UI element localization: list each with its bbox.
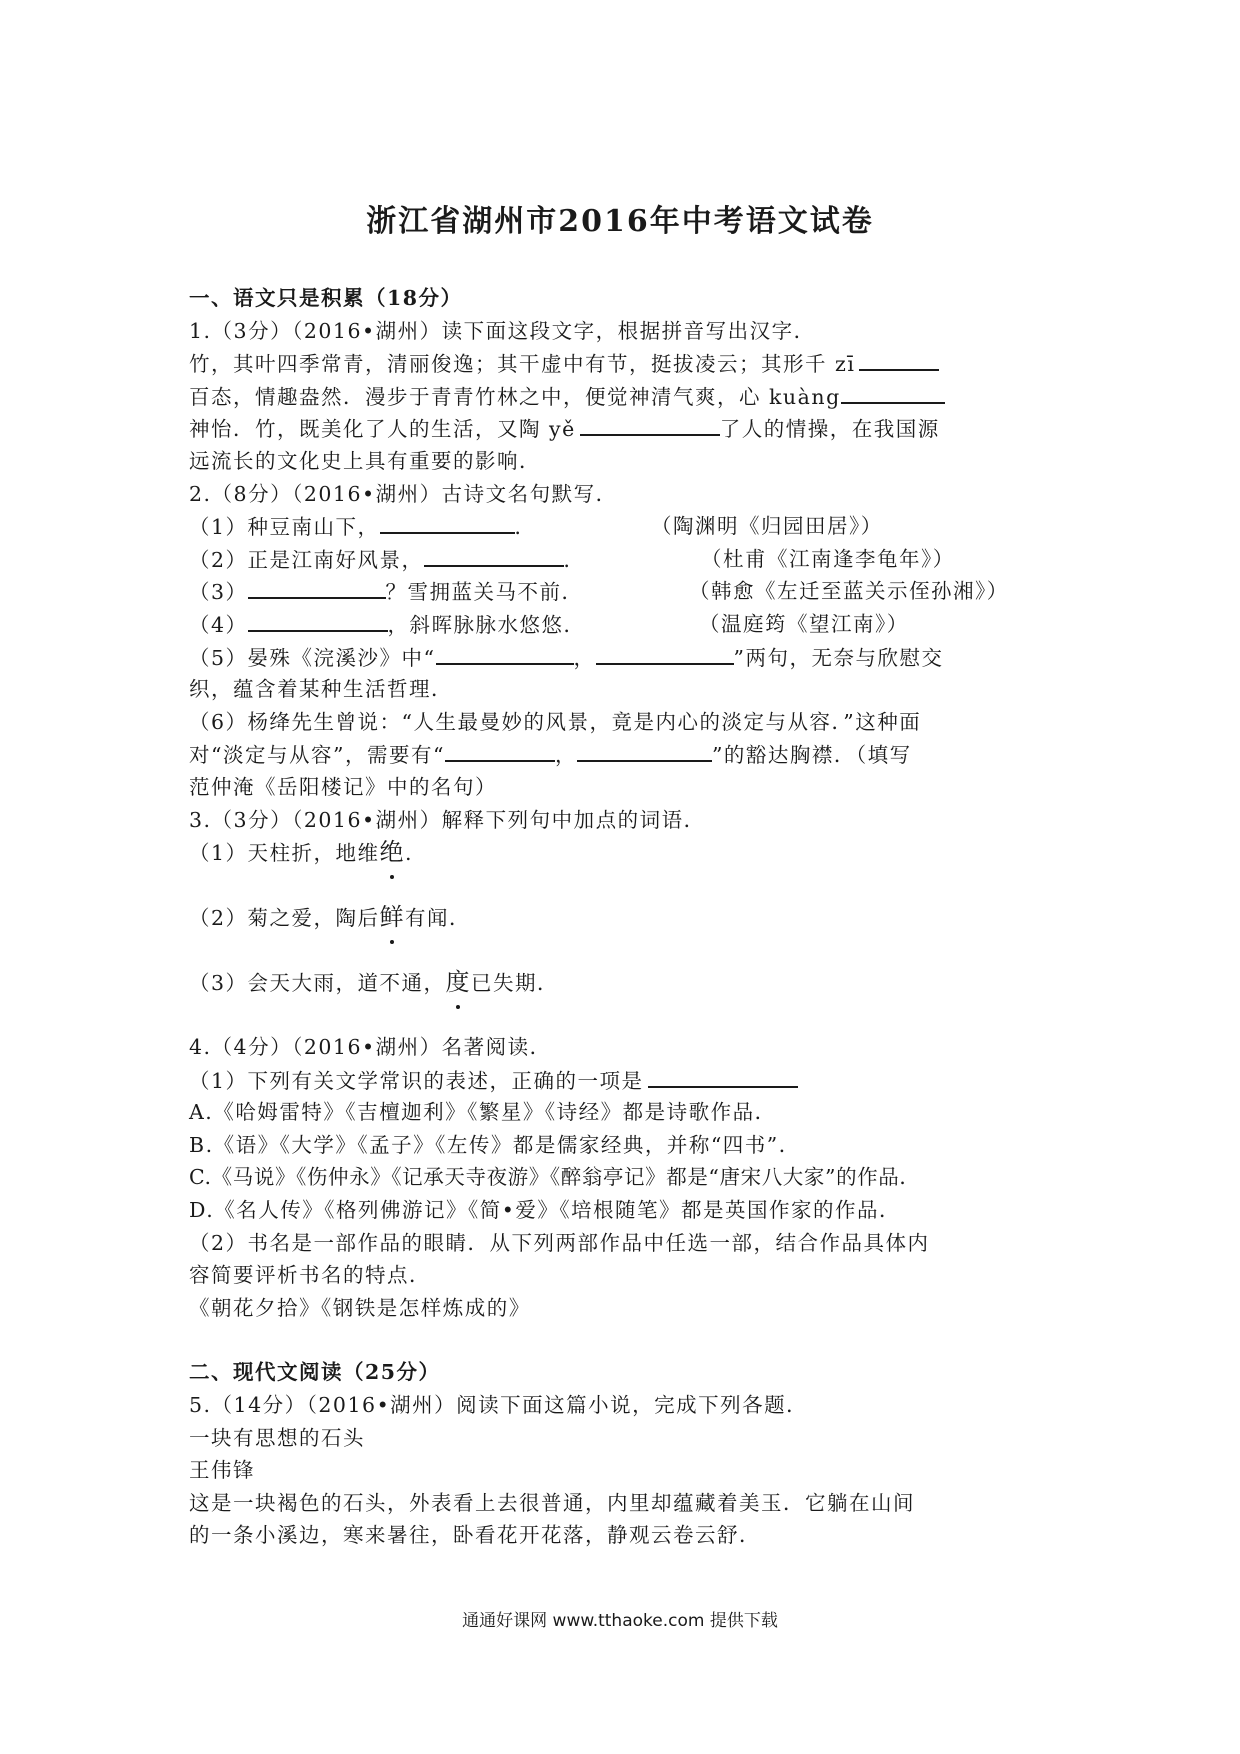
q2-item-6-note: 范仲淹《岳阳楼记》中的名句） (189, 774, 497, 799)
q2-blank-5b[interactable] (596, 641, 734, 665)
q4-sub-1-text: （1）下列有关文学常识的表述，正确的一项是 (189, 1068, 644, 1093)
q2-item-1-text: （1）种豆南山下， (189, 515, 380, 540)
q2-item-6-text: 对“淡定与从容”，需要有“ (189, 743, 445, 768)
story-author: 王伟锋 (189, 1458, 255, 1483)
q3-item-3-text: （3）会天大雨，道不通， (189, 971, 446, 996)
q4-option-d: D.《名人传》《格列佛游记》《简•爱》《培根随笔》都是英国作家的作品． (189, 1198, 902, 1223)
q1-line-2 (189, 380, 1059, 413)
q3-item-1-end: . (405, 841, 414, 866)
q2-item-5-text: （5）晏殊《浣溪沙》中“ (189, 645, 436, 670)
q4-option-b: B.《语》《大学》《孟子》《左传》都是儒家经典，并称“四书”． (189, 1132, 801, 1157)
exam-content (189, 282, 1059, 1552)
q4-blank-1[interactable] (648, 1064, 798, 1088)
q2-item-1-end: ． (514, 515, 537, 540)
q2-item-2-text: （2）正是江南好风景， (189, 547, 424, 572)
q1-text-1: 竹，其叶四季常青，清丽俊逸；其干虚中有节，挺拔凌云；其形千 zī (189, 352, 856, 377)
q2-item-5-comma: ， (573, 645, 596, 670)
q1-blank-3[interactable] (580, 412, 720, 436)
q1-blank-1[interactable] (859, 347, 939, 371)
story-title: 一块有思想的石头 (189, 1425, 365, 1450)
q3-item-1 (189, 836, 1059, 901)
q3-item-2 (189, 901, 1059, 966)
q2-item-4 (189, 608, 1059, 641)
q2-blank-2[interactable] (424, 543, 564, 567)
q2-blank-1[interactable] (380, 510, 515, 534)
q2-blank-4[interactable] (248, 608, 388, 632)
q2-item-5 (189, 641, 1059, 674)
section-heading-1: 一、语文只是积累（18分） (189, 286, 463, 310)
story-paragraph-1-cont: 的一条小溪边，寒来暑往，卧看花开花落，静观云卷云舒． (189, 1523, 761, 1548)
q3-dotted-word-1: 绝 (380, 836, 406, 869)
page-title: 浙江省湖州市2016年中考语文试卷 (366, 204, 874, 239)
section-heading-2: 二、现代文阅读（25分） (189, 1360, 441, 1385)
story-paragraph-1: 这是一块褐色的石头，外表看上去很普通，内里却蕴藏着美玉．它躺在山间 (189, 1490, 915, 1515)
q2-item-3 (189, 575, 1059, 608)
q4-books: 《朝花夕拾》《钢铁是怎样炼成的》 (189, 1295, 531, 1320)
q1-text-3b: 了人的情操，在我国源 (719, 417, 940, 442)
q3-item-1-text: （1）天柱折，地维 (189, 841, 380, 866)
q3-dotted-word-2: 鲜 (380, 901, 406, 934)
q2-item-4-end: ，斜晖脉脉水悠悠． (387, 612, 586, 637)
q4-option-a: A.《哈姆雷特》《吉檀迦利》《繁星》《诗经》都是诗歌作品． (189, 1100, 777, 1125)
q1-line-3 (189, 412, 1059, 445)
q2-item-1-ref: （陶渊明《归园田居》） (651, 514, 883, 539)
q2-item-5-end: ”两句，无奈与欣慰交 (733, 645, 944, 670)
q2-item-6-cont (189, 738, 1059, 771)
q3-item-3 (189, 966, 1059, 1031)
q2-item-2-ref: （杜甫《江南逢李龟年》） (701, 546, 955, 571)
q2-item-6-comma: ， (554, 743, 577, 768)
q4-stem: 4.（4分）（2016•湖州）名著阅读． (189, 1035, 552, 1060)
q3-item-3-end: 已失期． (471, 971, 560, 996)
q1-stem: 1.（3分）（2016•湖州）读下面这段文字，根据拼音写出汉字． (189, 318, 816, 343)
q2-blank-6b[interactable] (577, 738, 712, 762)
q3-item-2-end: 有闻． (405, 906, 472, 931)
q2-item-3-end: ？雪拥蓝关马不前． (385, 580, 584, 605)
q2-item-5-cont: 织，蕴含着某种生活哲理． (189, 677, 453, 702)
q4-sub-2: （2）书名是一部作品的眼睛．从下列两部作品中任选一部，结合作品具体内 (189, 1230, 930, 1255)
q2-blank-6a[interactable] (445, 738, 555, 762)
q2-item-2 (189, 543, 1059, 576)
q2-item-1 (189, 510, 1059, 543)
q2-stem: 2.（8分）（2016•湖州）古诗文名句默写． (189, 481, 618, 506)
q2-item-4-ref: （温庭筠《望江南》） (699, 611, 909, 636)
q1-blank-2[interactable] (841, 380, 945, 404)
q2-item-6-end: ”的豁达胸襟．（填写 (711, 743, 912, 768)
q2-item-6: （6）杨绛先生曾说：“人生最曼妙的风景，竟是内心的淡定与从容．”这种面 (189, 709, 922, 734)
q2-item-2-end: ． (563, 547, 586, 572)
q4-sub-2-cont: 容简要评析书名的特点． (189, 1263, 431, 1288)
q3-dotted-word-3: 度 (446, 966, 472, 999)
q1-line-4: 远流长的文化史上具有重要的影响． (189, 448, 541, 473)
q2-item-3-ref: （韩愈《左迁至蓝关示侄孙湘》） (689, 579, 1009, 604)
q1-text-3a: 神怡．竹，既美化了人的生活，又陶 yě (189, 417, 576, 442)
q4-option-c: C.《马说》《伤仲永》《记承天寺夜游》《醉翁亭记》都是“唐宋八大家”的作品． (189, 1165, 921, 1190)
q3-item-2-text: （2）菊之爱，陶后 (189, 906, 380, 931)
q5-stem: 5.（14分）（2016•湖州）阅读下面这篇小说，完成下列各题． (189, 1393, 809, 1418)
q2-item-3-text: （3） (189, 580, 248, 605)
q1-line-1 (189, 347, 1059, 380)
page-footer: 通通好课网 www.tthaoke.com 提供下载 (462, 1611, 778, 1631)
q2-item-4-text: （4） (189, 612, 248, 637)
q3-stem: 3.（3分）（2016•湖州）解释下列句中加点的词语． (189, 807, 706, 832)
q1-text-2: 百态，情趣盎然．漫步于青青竹林之中，便觉神清气爽，心 kuàng (189, 384, 841, 409)
q2-blank-5a[interactable] (436, 641, 574, 665)
q4-sub-1 (189, 1064, 1059, 1097)
q2-blank-3[interactable] (248, 575, 386, 599)
